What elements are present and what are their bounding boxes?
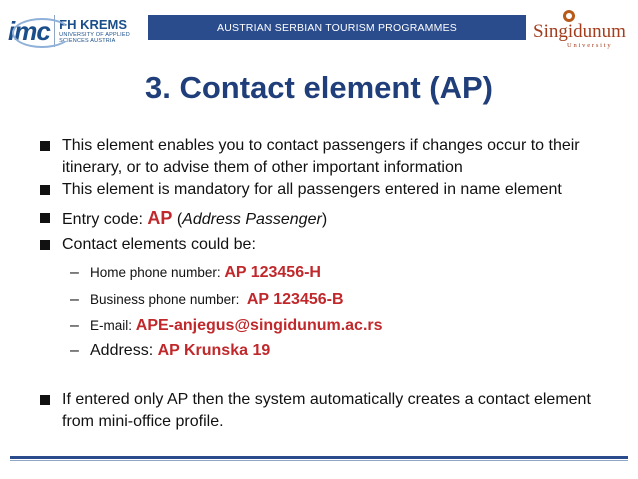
bullet-text: Entry code: AP (Address Passenger): [62, 208, 328, 228]
dash-bullet: –: [70, 291, 79, 308]
bullet-item-1: [40, 135, 610, 179]
imc-logo-text: imc: [8, 16, 50, 46]
bullet-text: This element is mandatory for all passengers entered in name element: [62, 181, 562, 198]
bullet-item-4: [40, 234, 610, 256]
sub-item-text: [90, 262, 590, 284]
square-bullet-icon: [40, 395, 50, 405]
singidunum-subtitle: University: [567, 42, 613, 49]
sub-item-label: E-mail:: [90, 318, 136, 333]
footer-rule-thin: [10, 460, 628, 461]
fh-krems-title: FH KREMS: [59, 17, 128, 32]
sub-item-text: [90, 340, 590, 362]
sub-item-business-phone: [70, 289, 590, 311]
bullet-text: Contact elements could be:: [62, 236, 256, 253]
dash-bullet: –: [70, 317, 79, 334]
bullet-item-3: [40, 207, 610, 231]
sub-item-label: Business phone number:: [90, 292, 247, 307]
entry-code-meaning: Address Passenger: [182, 211, 322, 228]
bullet-item-5: [40, 389, 610, 433]
entry-code-label: Entry code:: [62, 211, 148, 228]
sub-item-text: [90, 289, 590, 311]
sub-item-value: APE-anjegus@singidunum.ac.rs: [135, 317, 383, 334]
square-bullet-icon: [40, 141, 50, 151]
sub-item-email: [70, 315, 590, 337]
dash-bullet: –: [70, 264, 79, 281]
sub-item-label: Home phone number:: [90, 265, 225, 280]
sub-item-value: AP 123456-B: [246, 291, 344, 308]
dash-bullet: –: [70, 342, 79, 359]
sub-item-value: AP Krunska 19: [157, 342, 271, 359]
square-bullet-icon: [40, 185, 50, 195]
sub-item-label: Address:: [90, 342, 158, 359]
sub-item-address: [70, 340, 590, 362]
bullet-text: If entered only AP then the system automatically creates a contact element from mini-office profile.: [62, 391, 591, 430]
entry-code-value: AP: [147, 208, 173, 228]
bullet-text: This element enables you to contact passengers if changes occur to their itinerary, or to advise them of other important information: [62, 137, 580, 176]
footer-rule: [10, 456, 628, 459]
bullet-item-2: [40, 179, 610, 201]
sub-item-text: [90, 315, 590, 337]
programme-banner: AUSTRIAN SERBIAN TOURISM PROGRAMMES: [148, 15, 526, 40]
square-bullet-icon: [40, 240, 50, 250]
sub-item-home-phone: [70, 262, 590, 284]
sub-item-value: AP 123456-H: [224, 264, 321, 281]
square-bullet-icon: [40, 213, 50, 223]
slide-title: 3. Contact element (AP): [145, 70, 493, 105]
fh-krems-subtitle: UNIVERSITY OF APPLIED SCIENCES AUSTRIA: [59, 32, 130, 44]
singidunum-name: Singidunum: [533, 21, 626, 42]
